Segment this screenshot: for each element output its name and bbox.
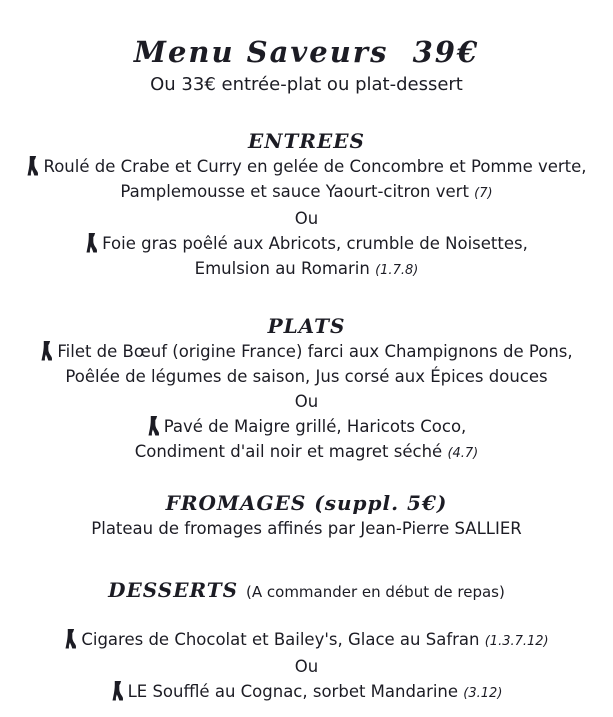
menu-item-fromages [0,516,613,541]
menu-item-text: Pamplemousse et sauce Yaourt-citron vert [120,182,469,201]
menu-item-entree-1-line2 [0,179,613,206]
section-heading-note: (A commander en début de repas) [246,583,505,601]
menu-item-plat-1 [0,339,613,364]
allergen-note: (1.3.7.12) [484,634,549,649]
section-desserts [0,577,613,706]
boot-icon [85,233,98,253]
menu-item-text: Cigares de Chocolat et Bailey's, Glace au Safran [81,630,480,649]
menu-item-entree-2-line2 [0,256,613,283]
section-fromages [0,490,613,541]
boot-icon [147,416,160,436]
boot-icon [26,156,39,176]
section-heading-text: DESSERTS [108,578,239,602]
allergen-note: (4.7) [447,446,479,461]
menu-item-plat-2 [0,414,613,439]
menu-item-text: Plateau de fromages affinés par Jean-Pierre SALLIER [91,519,522,538]
allergen-note: (1.7.8) [375,263,419,278]
section-heading-desserts [0,577,613,605]
section-entrees [0,128,613,283]
menu-item-dessert-2 [0,679,613,706]
menu-item-text: LE Soufflé au Cognac, sorbet Mandarine [127,682,459,701]
menu-title: Menu Saveurs 39€ [133,35,480,69]
allergen-note: (7) [474,186,493,201]
menu-item-plat-2-line2 [0,439,613,466]
or-separator: Ou [294,209,319,228]
allergen-note: (3.12) [463,686,503,701]
section-heading-note: (suppl. 5€) [314,491,448,515]
menu-item-text: Condiment d'ail noir et magret séché [134,442,443,461]
menu-item-text: Roulé de Crabe et Curry en gelée de Concombre et Pomme verte, [43,157,587,176]
section-heading-text: FROMAGES [165,491,307,515]
boot-icon [40,341,53,361]
menu-item-text: Poêlée de légumes de saison, Jus corsé aux Épices douces [65,367,548,386]
section-heading-plats: PLATS [267,314,346,338]
or-separator: Ou [294,657,319,676]
menu-item-dessert-1 [0,627,613,654]
menu-item-text: Foie gras poêlé aux Abricots, crumble de Noisettes, [102,234,528,253]
boot-icon [64,629,77,649]
boot-icon [111,681,124,701]
section-heading-fromages [0,490,613,516]
menu-item-text: Emulsion au Romarin [194,259,370,278]
menu-subtitle: Ou 33€ entrée-plat ou plat-dessert [150,74,463,95]
menu-item-text: Pavé de Maigre grillé, Haricots Coco, [163,417,467,436]
menu-item-text: Filet de Bœuf (origine France) farci aux Champignons de Pons, [57,342,573,361]
section-plats [0,313,613,466]
menu-item-entree-2 [0,231,613,256]
menu-item-entree-1 [0,154,613,179]
or-separator: Ou [294,392,319,411]
section-heading-entrees: ENTREES [248,129,365,153]
menu-item-plat-1-line2 [0,364,613,389]
